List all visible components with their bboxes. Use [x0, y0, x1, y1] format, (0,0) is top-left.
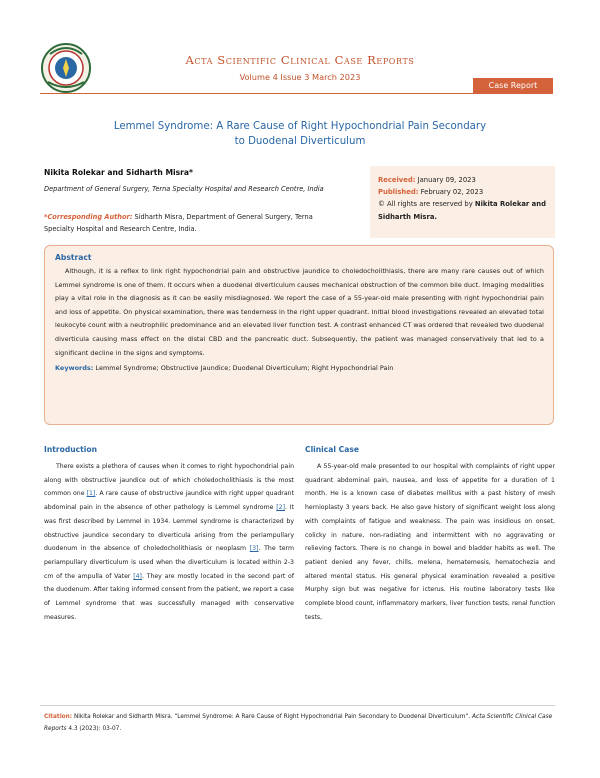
- introduction-body: [44, 460, 294, 624]
- dates-panel: [370, 166, 555, 238]
- affiliation: Department of General Surgery, Terna Specialty Hospital and Research Centre, India: [44, 185, 324, 193]
- published-date: February 02, 2023: [420, 188, 484, 197]
- clinical-case-heading: Clinical Case: [305, 445, 360, 454]
- corresponding-label: *Corresponding Author:: [44, 213, 133, 221]
- published-label: Published:: [378, 188, 419, 197]
- clinical-case-body: A 55-year-old male presented to our hospital with complaints of right upper quadrant abdominal pain, nausea, and loss of appetite for a duration of 1 month. He is a known case of diabetes mellitus with a past history of mesh hernioplasty 3 years back. He also gave history of significant weight loss along with complaints of fatigue and weakness. The pain was insidious on onset, colicky in nature, non-radiating and intermittent with no aggravating or relieving factors. There is no change in bowel and bladder habits as well. The patient denied any fever, chills, melena, hematemesis, hematochezia and altered mental status. His general physical examination revealed a positive Murphy sign but was negative for icterus. His routine laboratory tests like complete blood count, inflammatory markers, liver function tests, renal function tests,: [305, 463, 555, 621]
- rights-prefix: © All rights are reserved by: [378, 200, 473, 209]
- intro-text-2: . A rare cause of obstructive jaundice with right upper quadrant abdominal pain in the absence of other pathology is Lemmel syndrome: [44, 490, 294, 512]
- citation-label: Citation:: [44, 714, 73, 720]
- received-label: Received:: [378, 176, 416, 184]
- footer-divider: [40, 705, 555, 706]
- title-line-2: to Duodenal Diverticulum: [234, 135, 366, 147]
- volume-issue: Volume 4 Issue 3 March 2023: [239, 72, 361, 82]
- reference-link-4[interactable]: [4]: [133, 572, 142, 580]
- received-date: January 09, 2023: [417, 176, 476, 184]
- journal-name: Acta Scientific Clinical Case Reports: [185, 53, 415, 67]
- reference-link-3[interactable]: [3]: [249, 545, 259, 553]
- reference-link-2[interactable]: [2]: [276, 504, 285, 512]
- intro-text-1: There exists a plethora of causes when it comes to right hypochondrial pain along with obstructive jaundice out of which choledocholithiasis is the most common one: [44, 463, 294, 498]
- corresponding-text: Sidharth Misra, Department of General Surgery, Terna Specialty Hospital and Research Centre, India.: [44, 213, 313, 234]
- intro-text-3: . It was first described by Lemmel in 1934. Lemmel syndrome is characterized by obstructive jaundice secondary to diverticula arising from the periampullary duodenum in the absence of choledocholithiasis or neoplasm: [44, 504, 294, 553]
- article-title: [90, 120, 510, 149]
- abstract-heading: Abstract: [55, 253, 92, 262]
- corresponding-author: [44, 211, 344, 236]
- rights-holder: Nikita Rolekar and Sidharth Misra.: [378, 200, 546, 221]
- abstract-box: [44, 245, 554, 425]
- intro-text-5: . They are mostly located in the second part of the duodenum. After taking informed consent from the patient, we report a case of Lemmel syndrome that was successfully managed with conservative measures.: [44, 572, 294, 621]
- keywords-text: Lemmel Syndrome; Obstructive Jaundice; Duodenal Diverticulum; Right Hypochondrial Pain: [95, 364, 394, 373]
- introduction-heading: Introduction: [44, 445, 98, 454]
- abstract-body: Although, it is a reflex to link right hypochondrial pain and obstructive jaundice to choledocholithiasis, there are many rare causes out of which Lemmel syndrome is one of them. It occurs when a duodenal diverticulum causes mechanical obstruction of the common bile duct. Imaging modalities play a vital role in the diagnosis as it can be easily misdiagnosed. We report the case of a 55-year-old male presenting with right hypochondrial pain and loss of appetite. On physical examination, there was tenderness in the right upper quadrant. Initial blood investigations revealed an elevated total leukocyte count with a neutrophilic predominance and an elevated liver function test. A contrast enhanced CT was ordered that revealed two duodenal diverticula causing mass effect on the distal CBD and the pancreatic duct. Subsequently, the patient was managed conservatively that led to a significant decline in the signs and symptoms.: [55, 268, 544, 357]
- header-divider: [40, 93, 553, 94]
- reference-link-1[interactable]: [1]: [86, 490, 96, 498]
- title-line-1: Lemmel Syndrome: A Rare Cause of Right Hypochondrial Pain Secondary: [113, 121, 487, 132]
- keywords: [55, 364, 544, 372]
- authors: Nikita Rolekar and Sidharth Misra*: [44, 168, 193, 177]
- keywords-label: Keywords:: [55, 364, 94, 373]
- article-type-badge: Case Report: [473, 78, 553, 93]
- citation: [44, 711, 554, 735]
- citation-details: 4.3 (2023): 03-07.: [68, 726, 122, 732]
- citation-text: Nikita Rolekar and Sidharth Misra. “Lemmel Syndrome: A Rare Cause of Right Hypochondrial Pain Secondary to Duodenal Diverticulum”.: [73, 714, 471, 720]
- intro-text-4: . The term periampullary diverticulum is used when the diverticulum is located within 2-3 cm of the ampulla of Vater: [44, 545, 294, 580]
- journal-logo-seal: [40, 42, 92, 94]
- citation-journal: Acta Scientific Clinical Case Reports: [44, 714, 553, 732]
